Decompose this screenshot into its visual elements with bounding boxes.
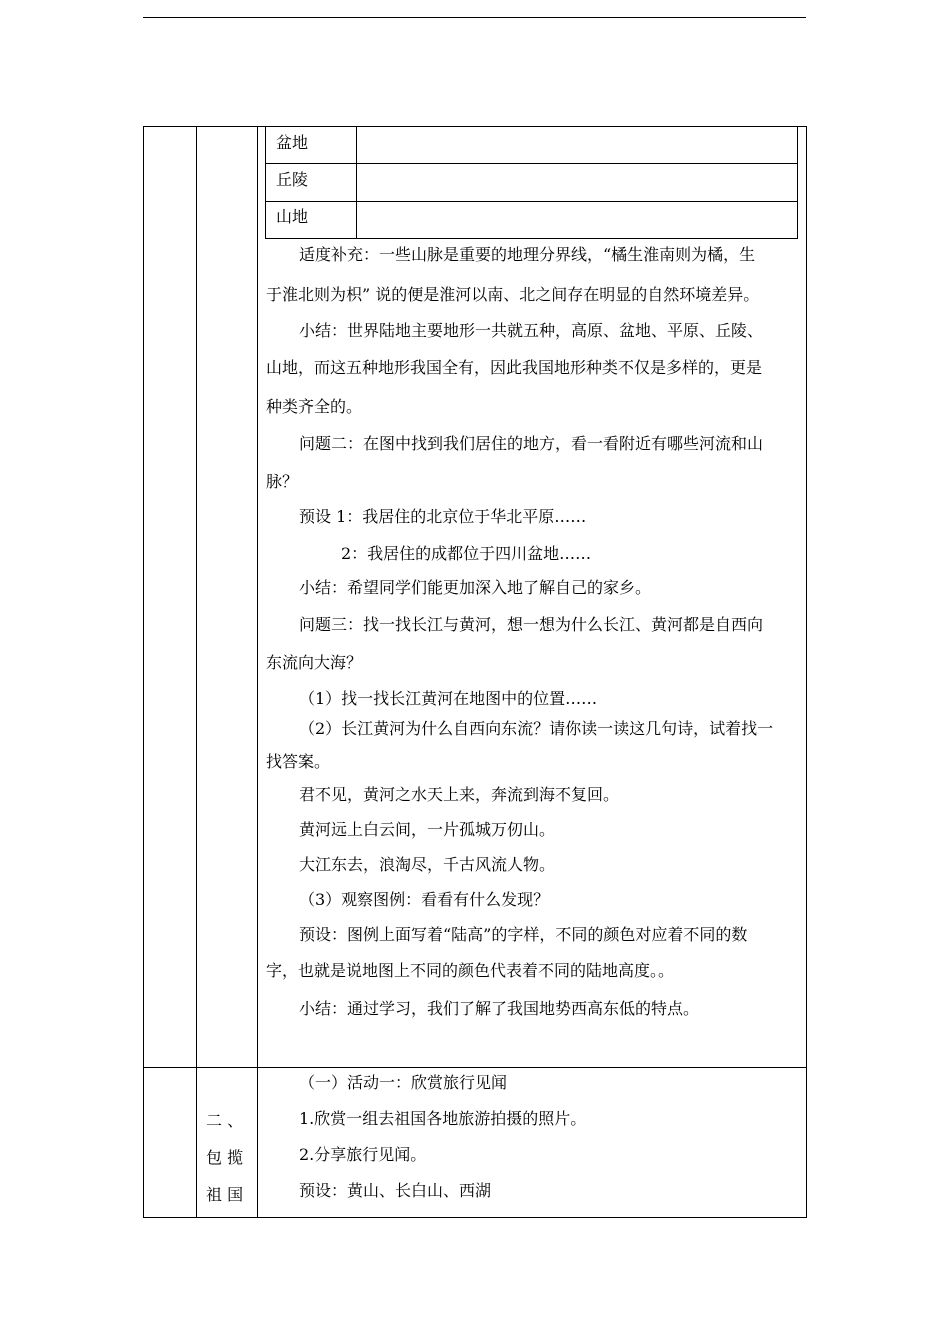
summary-line-2: 山地，而这五种地形我国全有，因此我国地形种类不仅是多样的，更是 <box>266 358 763 377</box>
summary-line-1: 小结：世界陆地主要地形一共就五种，高原、盆地、平原、丘陵、 <box>299 321 764 340</box>
landform-label-basin: 盆地 <box>276 133 309 152</box>
question3-line-2: 东流向大海？ <box>266 653 363 672</box>
landform-row-divider-2 <box>265 201 798 202</box>
column-divider-1 <box>196 126 197 1218</box>
landform-table <box>265 126 798 239</box>
preset-1: 预设 1：我居住的北京位于华北平原…… <box>299 507 587 526</box>
legend-preset-line-1: 预设：图例上面写着“陆高”的字样，不同的颜色对应着不同的数 <box>299 925 748 944</box>
summary-line-3: 种类齐全的。 <box>266 397 363 416</box>
landform-row-divider-1 <box>265 163 798 164</box>
activity-1-preset: 预设：黄山、长白山、西湖 <box>299 1181 492 1200</box>
landform-table-divider <box>356 126 357 239</box>
poem-line-1: 君不见，黄河之水天上来，奔流到海不复回。 <box>299 785 620 804</box>
legend-preset-line-2: 字，也就是说地图上不同的颜色代表着不同的陆地高度。。 <box>266 961 675 980</box>
poem-line-3: 大江东去，浪淘尽，千古风流人物。 <box>299 855 556 874</box>
activity-1-step-2: 2.分享旅行见闻。 <box>299 1145 427 1164</box>
supplement-line-1: 适度补充：一些山脉是重要的地理分界线，“橘生淮南则为橘，生 <box>299 245 756 264</box>
landform-label-hills: 丘陵 <box>276 170 309 189</box>
task-1: （1）找一找长江黄河在地图中的位置…… <box>299 689 598 708</box>
header-rule <box>143 17 806 18</box>
stage-label-line-1: 二 、 <box>206 1111 244 1130</box>
terrain-summary: 小结：通过学习，我们了解了我国地势西高东低的特点。 <box>299 999 700 1018</box>
question3-line-1: 问题三：找一找长江与黄河，想一想为什么长江、黄河都是自西向 <box>299 615 764 634</box>
task-3: （3）观察图例：看看有什么发现？ <box>299 890 550 909</box>
stage-label-line-3: 祖 国 <box>206 1185 244 1204</box>
activity-1-title: （一）活动一：欣赏旅行见闻 <box>299 1073 508 1092</box>
poem-line-2: 黄河远上白云间，一片孤城万仞山。 <box>299 820 556 839</box>
stage-label-line-2: 包 揽 <box>206 1148 244 1167</box>
column-divider-2 <box>257 126 258 1218</box>
summary-hometown: 小结：希望同学们能更加深入地了解自己的家乡。 <box>299 578 652 597</box>
task-2-line-2: 找答案。 <box>266 752 331 771</box>
supplement-line-2: 于淮北则为枳” 说的便是淮河以南、北之间存在明显的自然环境差异。 <box>266 285 760 304</box>
row-divider <box>143 1067 807 1068</box>
question2-line-1: 问题二：在图中找到我们居住的地方，看一看附近有哪些河流和山 <box>299 434 764 453</box>
activity-1-step-1: 1.欣赏一组去祖国各地旅游拍摄的照片。 <box>299 1109 587 1128</box>
task-2-line-1: （2）长江黄河为什么自西向东流？请你读一读这几句诗，试着找一 <box>299 719 774 738</box>
preset-2: 2：我居住的成都位于四川盆地…… <box>341 544 592 563</box>
question2-line-2: 脉？ <box>266 472 299 491</box>
landform-label-mountains: 山地 <box>276 207 309 226</box>
